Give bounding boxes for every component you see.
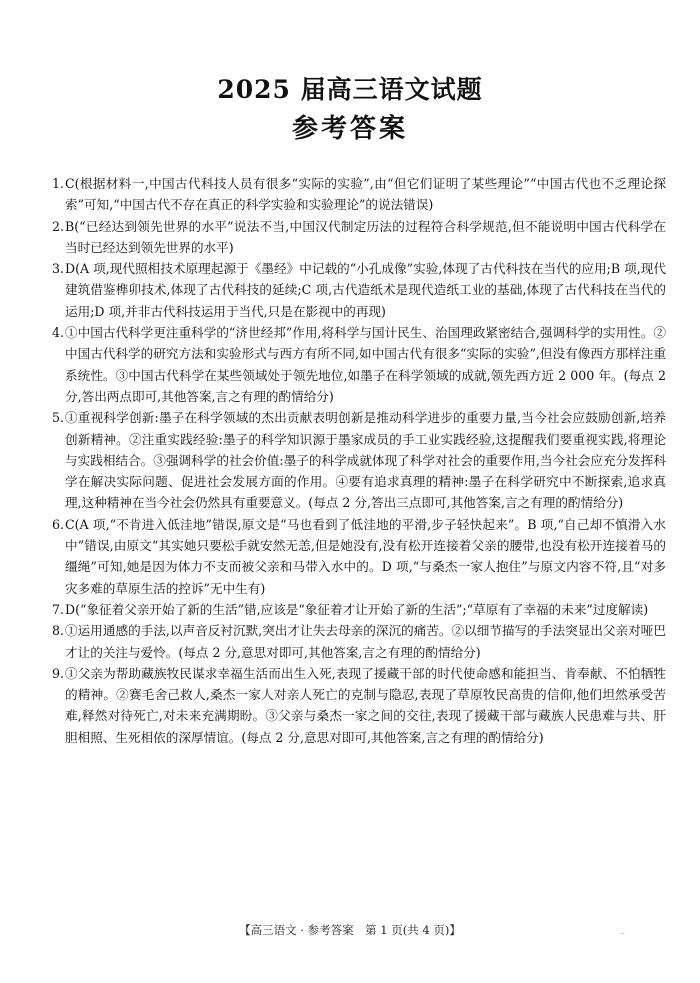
answer-item [52,258,666,322]
answer-item [52,663,666,748]
answer-text: D(A 项,现代照相技术原理起源于《墨经》中记载的“小孔成像”实验,体现了古代科技在当代的应用;B 项,现代建筑借鉴榫卯技术,体现了古代科技的延续;C 项,古代造纸术是现代造纸工业的基础,体现了古代科技在当代的运用;D 项,并非古代科技运用于当代,只是在影视中的再现) [65,261,666,319]
answer-text: ①中国古代科学更注重科学的“济世经邦”作用,将科学与国计民生、治国理政紧密结合,强调科学的实用性。②中国古代科学的研究方法和实验形式与西方有所不同,如中国古代有很多“实际的实验”,但没有像西方那样注重系统性。③中国古代科学在某些领域处于领先地位,如墨子在科学领域的成就,领先西方近 2 000 年。(每点 2 分,答出两点即可,其他答案,言之有理的酌情给分) [65,325,666,404]
page-title: 2025 届高三语文试题 [217,75,483,104]
answer-item [52,620,666,663]
answer-item [52,599,666,620]
page-subtitle: 参考答案 [291,114,408,144]
answer-text: ①重视科学创新:墨子在科学领域的杰出贡献表明创新是推动科学进步的重要力量,当今社会应鼓励创新,培养创新精神。②注重实践经验:墨子的科学知识源于墨家成员的手工业实践经验,这提醒我们要重视实践,将理论与实践相结合。③强调科学的社会价值:墨子的科学成就体现了科学对社会的重要作用,当今社会应充分发挥科学在解决实际问题、促进社会发展方面的作用。④要有追求真理的精神:墨子在科学研究中不断探索,追求真理,这种精神在当今社会仍然具有重要意义。(每点 2 分,答出三点即可,其他答案,言之有理的酌情给分) [65,410,666,511]
answer-text: D(“象征着父亲开始了新的生活”错,应该是“象征着才让开始了新的生活”;“草原有了幸福的未来”过度解读) [65,601,649,617]
answer-number: 6. [52,516,65,532]
answer-text: ①父亲为帮助藏族牧民谋求幸福生活而出生入死,表现了援藏干部的时代使命感和能担当、肯奉献、不怕牺牲的精神。②赛毛舍己救人,桑杰一家人对亲人死亡的克制与隐忍,表现了草原牧民高贵的信仰,他们坦然承受苦难,释然对待死亡,对未来充满期盼。③父亲与桑杰一家之间的交往,表现了援藏干部与藏族人民患难与共、肝胆相照、生死相依的深厚情谊。(每点 2 分,意思对即可,其他答案,言之有理的酌情给分) [65,665,666,745]
page-footer: 【高三语文 · 参考答案 第 1 页(共 4 页)】 [239,923,461,937]
answer-text: C(根据材料一,中国古代科技人员有很多“实际的实验”,由“但它们证明了某些理论”“中国古代也不乏理论探索”可知,“中国古代不存在真正的科学实验和实验理论”的说法错误) [65,176,666,213]
answer-text: C(A 项,“不肯进入低洼地”错误,原文是“马也看到了低洼地的平滑,步子轻快起来”。B 项,“自己却不慎滑入水中”错误,由原文“其实她只要松手就安然无恙,但是她没有,没有松开连接着父亲的腰带,也没有松开连接着马的缰绳”可知,她是因为体力不支而被父亲和马带入水中的。D 项,“与桑杰一家人抱住”与原文内容不符,且“对多灾多难的草原生活的控诉”无中生有) [65,516,666,596]
answer-number: 9. [52,665,65,681]
answer-number: 7. [52,601,65,617]
answer-text: B(“已经达到领先世界的水平”说法不当,中国汉代制定历法的过程符合科学规范,但不能说明中国古代科学在当时已经达到领先世界的水平) [65,218,666,255]
answer-number: 5. [52,410,65,426]
answer-list [52,173,666,748]
corner-mark: .. [620,927,626,936]
answer-item [52,322,666,407]
answer-number: 4. [52,325,65,341]
answer-text: ①运用通感的手法,以声音反衬沉默,突出才让失去母亲的深沉的痛苦。②以细节描写的手法突显出父亲对哑巴才让的关注与爱怜。(每点 2 分,意思对即可,其他答案,言之有理的酌情给分) [65,623,666,660]
answer-number: 8. [52,623,65,639]
answer-item [52,173,666,216]
answer-number: 1. [52,176,65,191]
answer-number: 3. [52,261,65,277]
answer-item [52,407,666,513]
answer-number: 2. [52,218,65,234]
answer-item [52,514,666,599]
answer-item [52,216,666,259]
